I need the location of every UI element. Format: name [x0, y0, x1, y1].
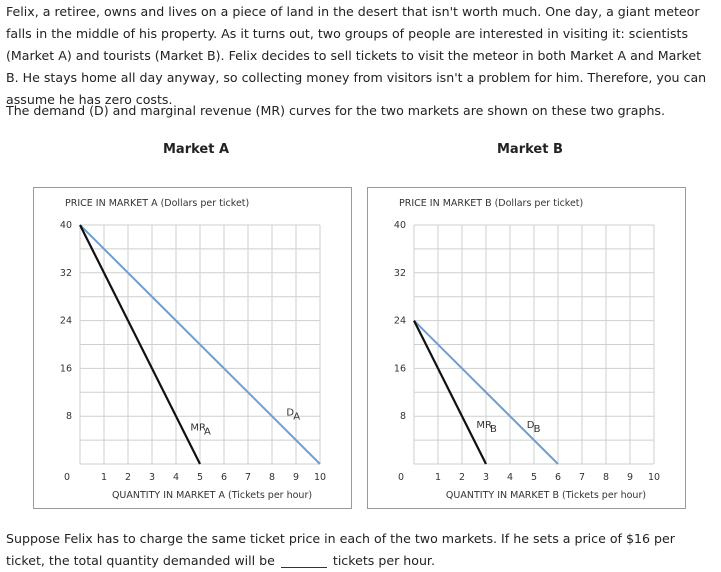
market-a-xtick: 0: [63, 472, 71, 483]
market-b-demand-subscript: B: [533, 424, 541, 436]
market-a-xtick: 3: [148, 472, 156, 483]
market-a-title: Market A: [163, 142, 230, 157]
market-b-ytick: 16: [393, 363, 406, 375]
market-a-ytick: 8: [65, 411, 72, 423]
market-b-xtick: 6: [554, 472, 562, 483]
market-a-xtick: 6: [220, 472, 228, 483]
market-a-mr-label: MR: [190, 422, 206, 434]
market-b-mr-label: MR: [476, 420, 492, 432]
market-a-xtick: 9: [292, 472, 300, 483]
market-a-plot: [34, 188, 351, 508]
market-b-ylabel: PRICE IN MARKET B (Dollars per ticket): [399, 198, 584, 209]
market-b-xtick: 10: [647, 472, 661, 483]
market-b-xtick: 0: [397, 472, 405, 483]
market-b-mr-subscript: B: [490, 424, 497, 436]
market-a-chart: [33, 187, 352, 509]
market-b-xtick: 3: [482, 472, 490, 483]
market-b-xtick: 7: [578, 472, 586, 483]
question-paragraph: [6, 528, 716, 572]
market-b-ytick: 24: [393, 315, 406, 327]
question-suffix: tickets per hour.: [332, 553, 435, 568]
market-a-ytick: 16: [59, 363, 72, 375]
market-a-ylabel: PRICE IN MARKET A (Dollars per ticket): [65, 198, 250, 209]
market-b-xtick: 5: [530, 472, 538, 483]
market-a-mr-subscript: A: [204, 426, 211, 438]
market-a-xlabel: QUANTITY IN MARKET A (Tickets per hour): [111, 490, 313, 501]
question-text: Suppose Felix has to charge the same ticket price in each of the two markets. If he sets a price of $16 per ticket, the total quantity demanded will be: [6, 531, 675, 568]
answer-blank[interactable]: [281, 553, 327, 568]
market-a-xtick: 7: [244, 472, 252, 483]
market-b-xlabel: QUANTITY IN MARKET B (Tickets per hour): [445, 490, 647, 501]
market-b-xtick: 2: [458, 472, 466, 483]
market-a-xtick: 1: [100, 472, 108, 483]
market-b-demand-label: D: [526, 420, 535, 432]
market-b-xtick: 4: [506, 472, 514, 483]
market-a-ytick: 40: [59, 220, 72, 231]
market-a-ytick: 32: [59, 267, 72, 279]
market-a-demand-subscript: A: [293, 411, 301, 423]
market-b-ytick: 40: [393, 220, 406, 231]
market-a-ytick: 24: [59, 315, 72, 327]
market-b-chart: [367, 187, 686, 509]
market-a-xtick: 8: [268, 472, 276, 483]
market-a-xtick: 4: [172, 472, 180, 483]
market-a-demand-label: D: [286, 407, 295, 419]
market-b-ytick: 32: [393, 267, 406, 279]
market-a-xtick: 2: [124, 472, 132, 483]
curves-description: The demand (D) and marginal revenue (MR) curves for the two markets are shown on these two graphs.: [6, 103, 665, 118]
market-a-xtick: 5: [196, 472, 204, 483]
market-b-title: Market B: [497, 142, 563, 157]
market-b-xtick: 8: [602, 472, 610, 483]
market-b-xtick: 9: [626, 472, 634, 483]
market-b-ytick: 8: [399, 411, 406, 423]
market-b-plot: [368, 188, 685, 508]
market-b-xtick: 1: [434, 472, 442, 483]
market-a-xtick: 10: [313, 472, 327, 483]
intro-paragraph: Felix, a retiree, owns and lives on a piece of land in the desert that isn't worth much. One day, a giant meteor falls in the middle of his property. As it turns out, two groups of people are interested in visiting it: scientists (Market A) and tourists (Market B). Felix decides to sell tickets to visit the meteor in both Market A and Market B. He stays home all day anyway, so collecting money from visitors isn't a problem for him. Therefore, you can assume he has zero costs.: [6, 4, 707, 107]
